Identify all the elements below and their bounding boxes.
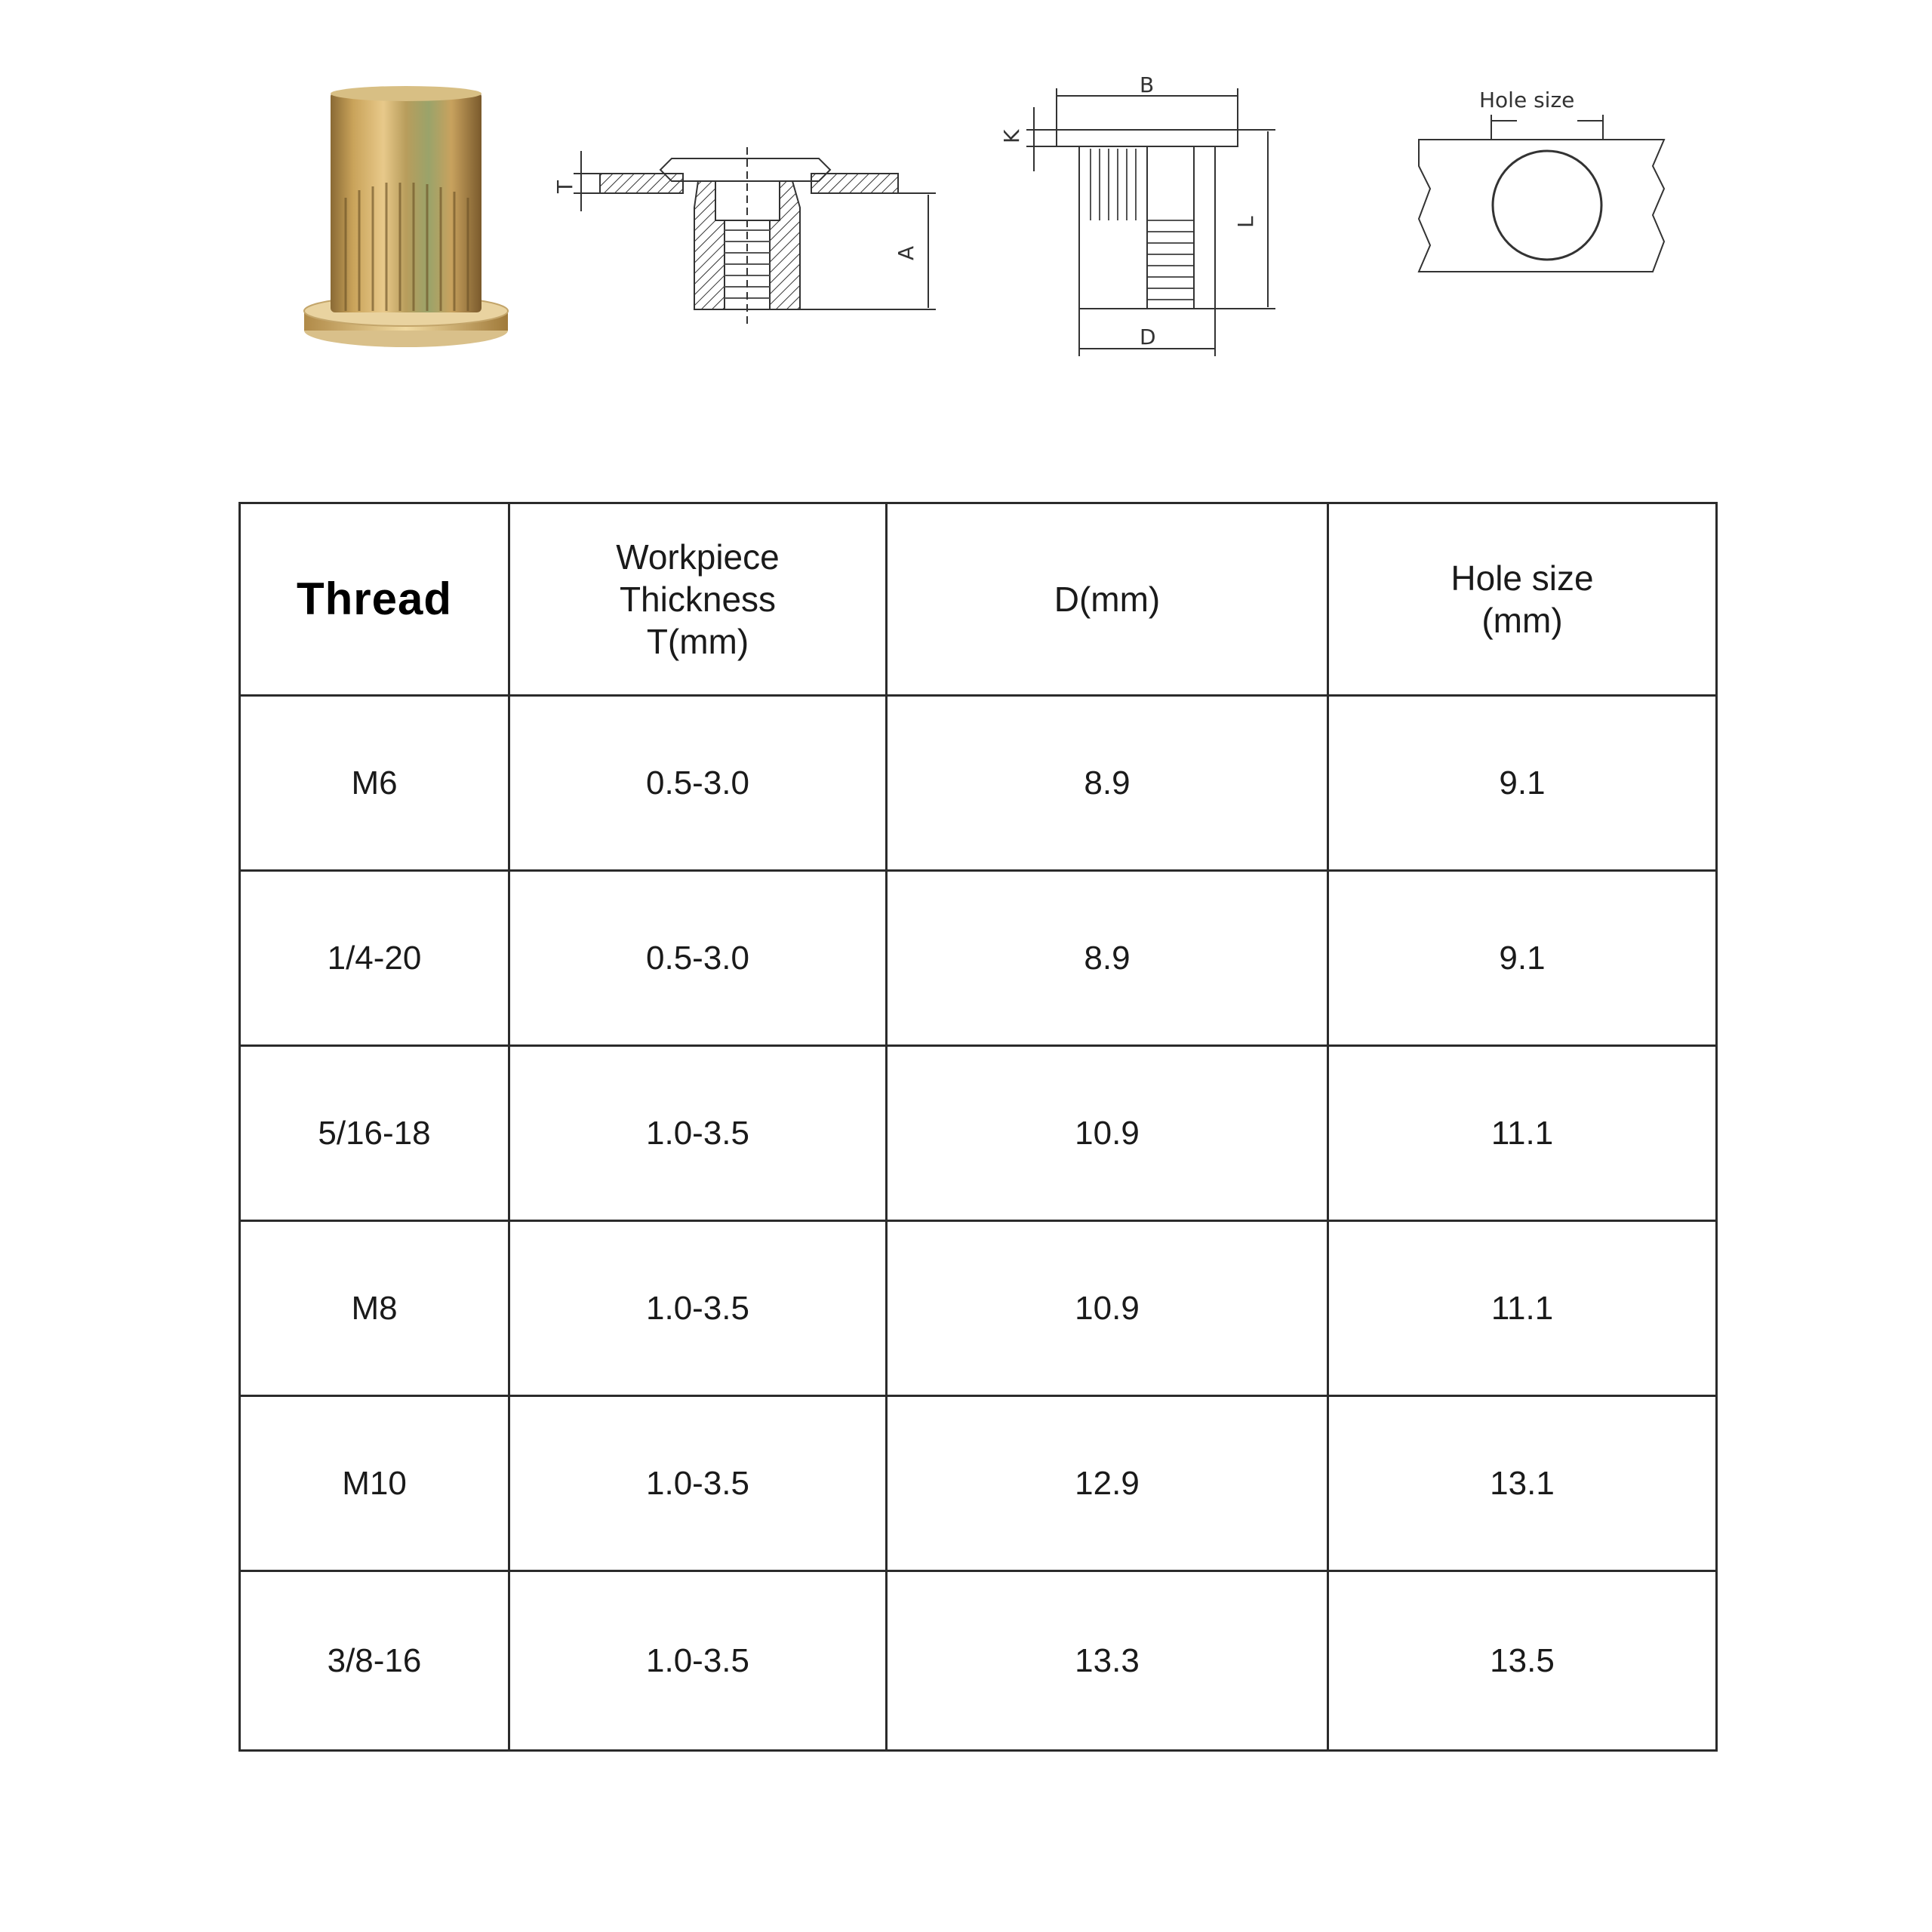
- cell-thread: 1/4-20: [240, 871, 509, 1046]
- cell-d: 10.9: [887, 1221, 1328, 1396]
- product-figures: [0, 0, 1932, 408]
- header-thickness-line1: Workpiece: [616, 537, 780, 577]
- header-thickness: [509, 503, 887, 696]
- header-hole-size: [1328, 503, 1717, 696]
- cell-d: 13.3: [887, 1571, 1328, 1751]
- cell-thread: 5/16-18: [240, 1046, 509, 1221]
- dimension-diagram: [996, 69, 1283, 364]
- cell-thickness: 0.5-3.0: [509, 696, 887, 871]
- table-header-row: [240, 503, 1717, 696]
- cell-hole-size: 11.1: [1328, 1046, 1717, 1221]
- hole-size-diagram: [1404, 83, 1675, 309]
- cell-hole-size: 9.1: [1328, 871, 1717, 1046]
- cell-thickness: 1.0-3.5: [509, 1396, 887, 1571]
- cell-thickness: 1.0-3.5: [509, 1221, 887, 1396]
- header-hole-line2: (mm): [1481, 601, 1563, 640]
- cell-hole-size: 9.1: [1328, 696, 1717, 871]
- spec-table: [238, 502, 1718, 1752]
- dims-label-k: K: [999, 129, 1024, 143]
- install-label-a: A: [894, 245, 918, 260]
- table-row: [240, 871, 1717, 1046]
- cell-d: 8.9: [887, 696, 1328, 871]
- table-row: [240, 1571, 1717, 1751]
- installed-section-diagram: [543, 136, 936, 332]
- table-row: [240, 1221, 1717, 1396]
- cell-hole-size: 13.1: [1328, 1396, 1717, 1571]
- hole-size-label: Hole size: [1479, 88, 1575, 112]
- cell-thread: M8: [240, 1221, 509, 1396]
- cell-thread: M6: [240, 696, 509, 871]
- cell-thread: 3/8-16: [240, 1571, 509, 1751]
- cell-thread: M10: [240, 1396, 509, 1571]
- table-row: [240, 696, 1717, 871]
- rivet-nut-photo: [300, 85, 512, 352]
- header-thickness-line3: T(mm): [646, 622, 749, 661]
- table-row: [240, 1046, 1717, 1221]
- header-thickness-line2: Thickness: [619, 580, 777, 619]
- cell-thickness: 0.5-3.0: [509, 871, 887, 1046]
- cell-hole-size: 11.1: [1328, 1221, 1717, 1396]
- dims-label-l: L: [1233, 216, 1258, 228]
- cell-d: 10.9: [887, 1046, 1328, 1221]
- table-row: [240, 1396, 1717, 1571]
- header-d: D(mm): [887, 503, 1328, 696]
- cell-thickness: 1.0-3.5: [509, 1046, 887, 1221]
- cell-thickness: 1.0-3.5: [509, 1571, 887, 1751]
- install-label-t: T: [552, 180, 577, 193]
- dims-label-d: D: [1140, 325, 1156, 349]
- header-hole-line1: Hole size: [1451, 558, 1594, 598]
- cell-d: 8.9: [887, 871, 1328, 1046]
- header-thread: Thread: [240, 503, 509, 696]
- dims-label-b: B: [1140, 72, 1155, 97]
- cell-d: 12.9: [887, 1396, 1328, 1571]
- cell-hole-size: 13.5: [1328, 1571, 1717, 1751]
